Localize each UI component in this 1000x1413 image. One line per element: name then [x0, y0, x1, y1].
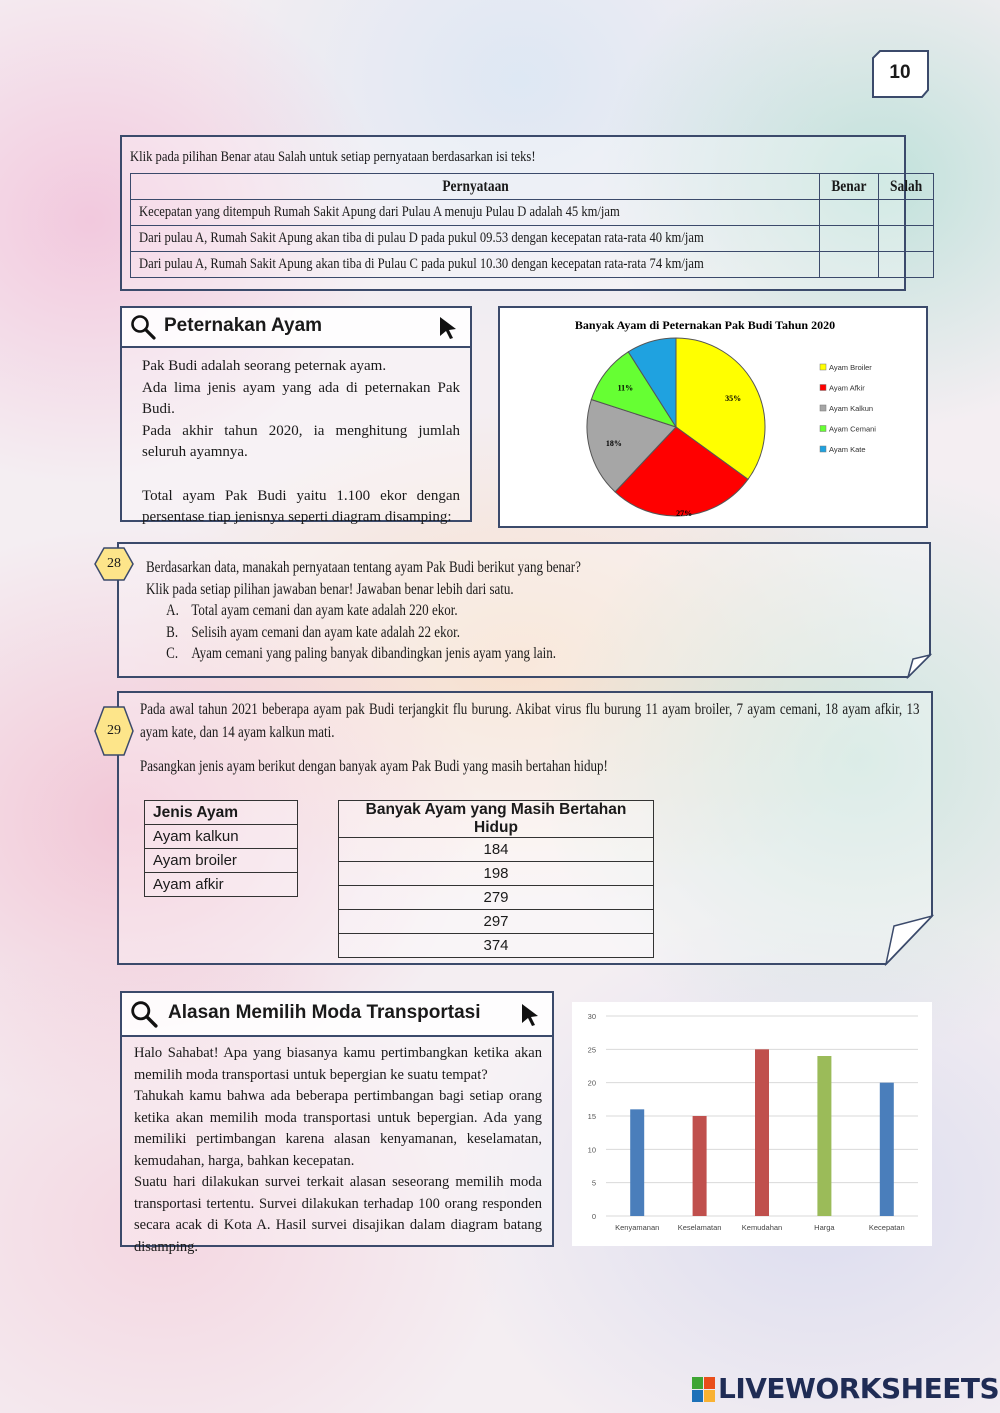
peternakan-text: [142, 356, 460, 529]
pie-data-label: 11%: [617, 383, 634, 393]
match-left-item[interactable]: Ayam kalkun: [145, 825, 298, 849]
page-number-tab: [872, 50, 930, 98]
option-b[interactable]: B. Selisih ayam cemani dan ayam kate adalah 22 ekor.: [166, 623, 460, 641]
benar-option-3[interactable]: [820, 252, 879, 278]
legend-label: Ayam Kalkun: [829, 404, 874, 413]
legend-label: Ayam Kate: [829, 445, 866, 454]
x-tick-label: Harga: [814, 1223, 835, 1232]
match-left-item[interactable]: Ayam broiler: [145, 849, 298, 873]
jenis-ayam-table: [144, 800, 298, 897]
banyak-ayam-header: Banyak Ayam yang Masih Bertahan Hidup: [339, 801, 654, 838]
header-salah: Salah: [890, 177, 923, 195]
bar-kemudahan: [755, 1049, 769, 1216]
pie-chart-title: Banyak Ayam di Peternakan Pak Budi Tahun 2020: [574, 318, 836, 332]
bar-kenyamanan: [630, 1109, 644, 1216]
question-28-text: [146, 557, 664, 665]
y-tick-label: 10: [587, 1145, 596, 1155]
salah-option-1[interactable]: [879, 200, 934, 226]
panel-header: [122, 993, 552, 1037]
y-tick-label: 25: [587, 1045, 596, 1055]
peternakan-line-3: Pada akhir tahun 2020, ia menghitung jumlah seluruh ayamnya.: [142, 422, 460, 460]
match-right-item[interactable]: 198: [339, 862, 654, 886]
peternakan-ayam-panel: [120, 306, 472, 525]
legend-label: Ayam Afkir: [829, 383, 865, 393]
y-tick-label: 15: [587, 1112, 596, 1121]
statement-3: Dari pulau A, Rumah Sakit Apung akan tiba di Pulau C pada pukul 10.30 dengan kecepatan rata-rata 74 km/jam: [139, 256, 704, 272]
y-tick-label: 30: [587, 1012, 596, 1021]
table-header-row: [131, 174, 934, 200]
peternakan-line-1: Pak Budi adalah seorang peternak ayam.: [142, 358, 387, 374]
y-tick-label: 20: [587, 1078, 596, 1088]
bar-harga: [817, 1056, 831, 1216]
pie-data-label: 35%: [725, 393, 742, 403]
alasan-paragraph-1: Halo Sahabat! Apa yang biasanya kamu pertimbangkan ketika akan memilih moda transportasi untuk bepergian ke suatu tempat?: [134, 1045, 542, 1083]
statement-1: Kecepatan yang ditempuh Rumah Sakit Apung dari Pulau A menuju Pulau D adalah 45 km/jam: [139, 204, 620, 220]
magnifier-icon: [130, 1000, 158, 1028]
x-tick-label: Kemudahan: [741, 1223, 783, 1232]
legend-swatch: [820, 385, 826, 391]
magnifier-icon: [130, 314, 156, 340]
pie-chart-panel: [498, 306, 928, 528]
option-a[interactable]: A. Total ayam cemani dan ayam kate adalah 220 ekor.: [166, 602, 458, 619]
table-row: [131, 200, 934, 226]
pie-chart: [500, 308, 926, 526]
salah-option-3[interactable]: [879, 252, 934, 278]
match-right-item[interactable]: 374: [339, 934, 654, 958]
legend-label: Ayam Cemani: [829, 424, 876, 434]
peternakan-line-2: Ada lima jenis ayam yang ada di peternakan Pak Budi.: [142, 379, 460, 417]
question-29-panel: [107, 692, 934, 966]
bar-chart-panel: [572, 1002, 932, 1246]
bar-kecepatan: [880, 1083, 894, 1216]
jenis-ayam-header: Jenis Ayam: [145, 801, 298, 825]
table-row: [131, 226, 934, 252]
question-28-panel: [107, 543, 932, 679]
option-b-text: Selisih ayam cemani dan ayam kate adalah 22 ekor.: [191, 623, 460, 641]
match-left-item[interactable]: Ayam afkir: [145, 873, 298, 897]
pie-data-label: 27%: [676, 508, 693, 518]
peternakan-title: Peternakan Ayam: [164, 315, 323, 336]
header-pernyataan: Pernyataan: [441, 177, 509, 195]
salah-option-2[interactable]: [879, 226, 934, 252]
bar-chart: [572, 1002, 932, 1246]
alasan-paragraph-2: Tahukah kamu bahwa ada beberapa pertimbangan bagi setiap orang ketika akan memilih moda transportasi untuk bepergian. Ada yang memiliki pertimbangan karena alasan kenyamanan, keselamatan, kemudahan, harga, bahkan kecepatan.: [134, 1088, 542, 1169]
alasan-text: [134, 1043, 542, 1258]
match-right-item[interactable]: 184: [339, 838, 654, 862]
benar-option-1[interactable]: [820, 200, 879, 226]
option-c-text: Ayam cemani yang paling banyak dibandingkan jenis ayam yang lain.: [191, 645, 557, 662]
bar-keselamatan: [693, 1116, 707, 1216]
question-number: 29: [107, 723, 121, 738]
logo-mark-icon: [692, 1377, 716, 1403]
legend-swatch: [820, 364, 826, 370]
q28-instruction: Klik pada setiap pilihan jawaban benar! Jawaban benar lebih dari satu.: [146, 580, 514, 598]
x-tick-label: Keselamatan: [677, 1223, 722, 1232]
pie-data-label: 18%: [605, 438, 622, 448]
option-c[interactable]: C. Ayam cemani yang paling banyak dibandingkan jenis ayam yang lain.: [166, 645, 557, 662]
cursor-icon: [438, 316, 458, 340]
true-false-instruction: Klik pada pilihan Benar atau Salah untuk setiap pernyataan berdasarkan isi teks!: [130, 149, 536, 165]
alasan-paragraph-3: Suatu hari dilakukan survei terkait alasan seseorang memilih moda transportasi tertentu. Survei dilakukan terhadap 100 orang responden secara acak di Kota A. Hasil survei disajikan dalam diagram batang disamping.: [134, 1174, 542, 1255]
y-tick-label: 0: [591, 1212, 596, 1221]
question-number-badge: [94, 547, 134, 581]
true-false-panel: [120, 135, 923, 291]
banyak-ayam-table: [338, 800, 654, 958]
legend-label: Ayam Broiler: [829, 363, 872, 372]
peternakan-line-4: Total ayam Pak Budi yaitu 1.100 ekor dengan persentase tiap jenisnya seperti diagram disamping:: [142, 487, 460, 525]
x-tick-label: Kenyamanan: [615, 1223, 660, 1232]
header-benar: Benar: [831, 177, 867, 195]
q29-text: Pada awal tahun 2021 beberapa ayam pak Budi terjangkit flu burung. Akibat virus flu burung 11 ayam broiler, 7 ayam cemani, 18 ayam afkir, 13 ayam kate, dan 14 ayam kalkun mati.: [140, 701, 920, 741]
true-false-table: [130, 173, 934, 278]
question-number: 28: [107, 556, 121, 571]
alasan-title: Alasan Memilih Moda Transportasi: [168, 1002, 481, 1023]
page-number: 10: [889, 62, 911, 83]
y-tick-label: 5: [591, 1178, 596, 1188]
match-right-item[interactable]: 279: [339, 886, 654, 910]
option-a-text: Total ayam cemani dan ayam kate adalah 220 ekor.: [191, 602, 458, 619]
liveworksheets-logo: [692, 1372, 1000, 1406]
q29-instruction: Pasangkan jenis ayam berikut dengan banyak ayam Pak Budi yang masih bertahan hidup!: [140, 758, 608, 775]
legend-swatch: [820, 426, 826, 432]
legend-swatch: [820, 405, 826, 411]
q28-question: Berdasarkan data, manakah pernyataan tentang ayam Pak Budi berikut yang benar?: [146, 559, 581, 576]
alasan-panel: [120, 991, 554, 1255]
table-row: [131, 252, 934, 278]
panel-header: [122, 308, 470, 348]
x-tick-label: Kecepatan: [868, 1223, 905, 1232]
brand-name: LIVEWORKSHEETS: [718, 1372, 1000, 1405]
match-right-item[interactable]: 297: [339, 910, 654, 934]
cursor-icon: [520, 1003, 540, 1027]
legend-swatch: [820, 446, 826, 452]
question-number-badge: [94, 706, 134, 756]
statement-2: Dari pulau A, Rumah Sakit Apung akan tiba di pulau D pada pukul 09.53 dengan kecepatan rata-rata 40 km/jam: [139, 230, 704, 246]
benar-option-2[interactable]: [820, 226, 879, 252]
